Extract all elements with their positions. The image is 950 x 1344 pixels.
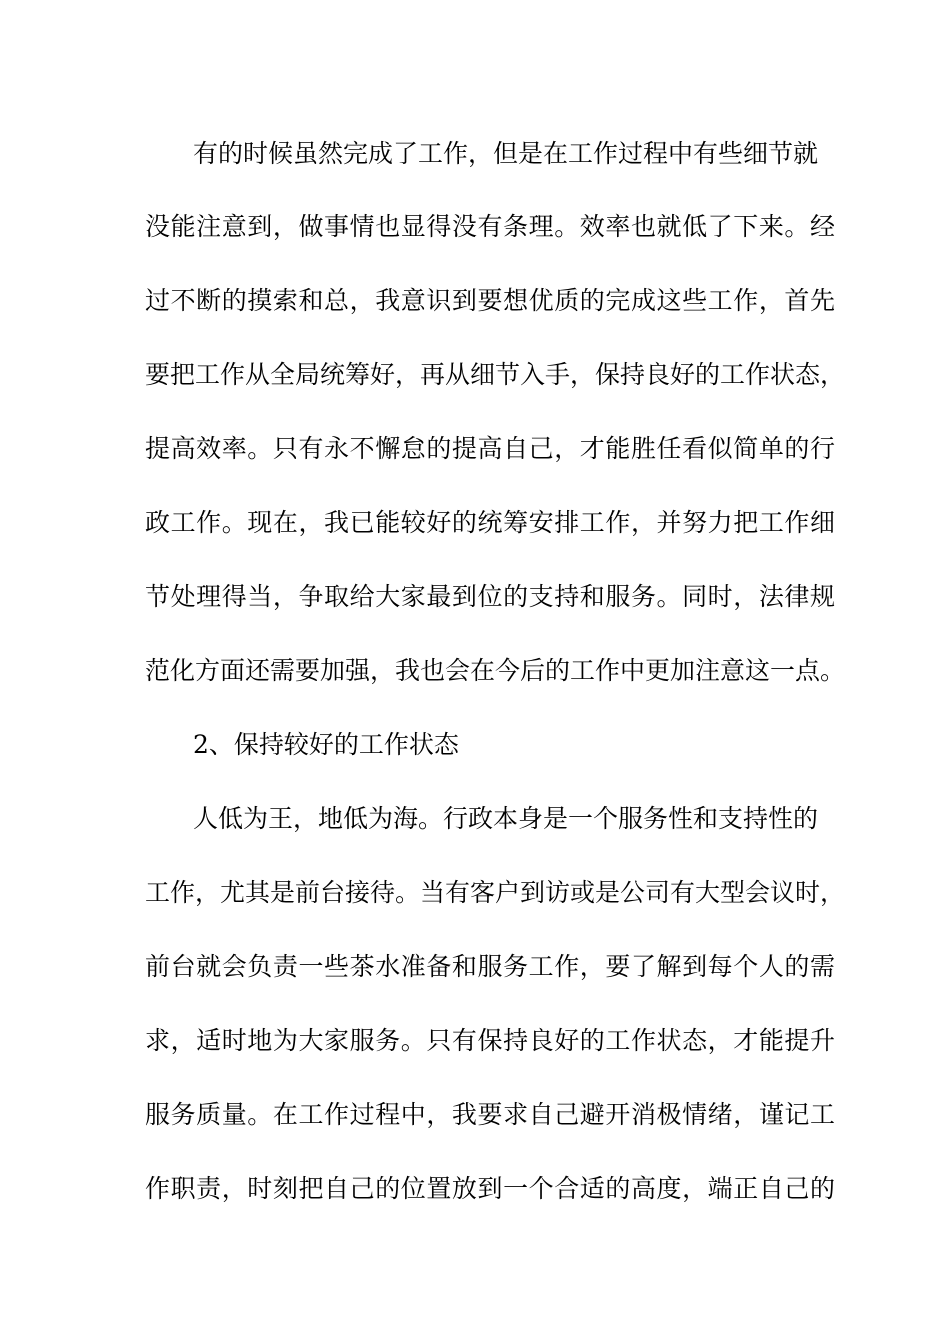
paragraph-line: 有的时候虽然完成了工作，但是在工作过程中有些细节就 [193,139,819,168]
paragraph-line: 节处理得当，争取给大家最到位的支持和服务。同时，法律规 [145,582,835,611]
paragraph-line: 没能注意到，做事情也显得没有条理。效率也就低了下来。经 [145,212,835,241]
paragraph-line: 要把工作从全局统筹好，再从细节入手，保持良好的工作状态， [145,360,846,389]
paragraph-line: 过不断的摸索和总，我意识到要想优质的完成这些工作，首先 [145,286,835,315]
paragraph-line: 提高效率。只有永不懈怠的提高自己，才能胜任看似简单的行 [145,434,835,463]
paragraph-line: 作职责，时刻把自己的位置放到一个合适的高度，端正自己的 [145,1174,835,1203]
paragraph-line: 服务质量。在工作过程中，我要求自己避开消极情绪，谨记工 [145,1100,835,1129]
section-heading: 2、保持较好的工作状态 [193,730,459,759]
paragraph-line: 政工作。现在，我已能较好的统筹安排工作，并努力把工作细 [145,508,835,537]
paragraph-line: 范化方面还需要加强，我也会在今后的工作中更加注意这一点。 [145,656,846,685]
paragraph-line: 工作，尤其是前台接待。当有客户到访或是公司有大型会议时， [145,878,846,907]
paragraph-line: 前台就会负责一些茶水准备和服务工作，要了解到每个人的需 [145,952,835,981]
paragraph-line: 人低为王，地低为海。行政本身是一个服务性和支持性的 [193,804,819,833]
paragraph-line: 求，适时地为大家服务。只有保持良好的工作状态，才能提升 [145,1026,835,1055]
